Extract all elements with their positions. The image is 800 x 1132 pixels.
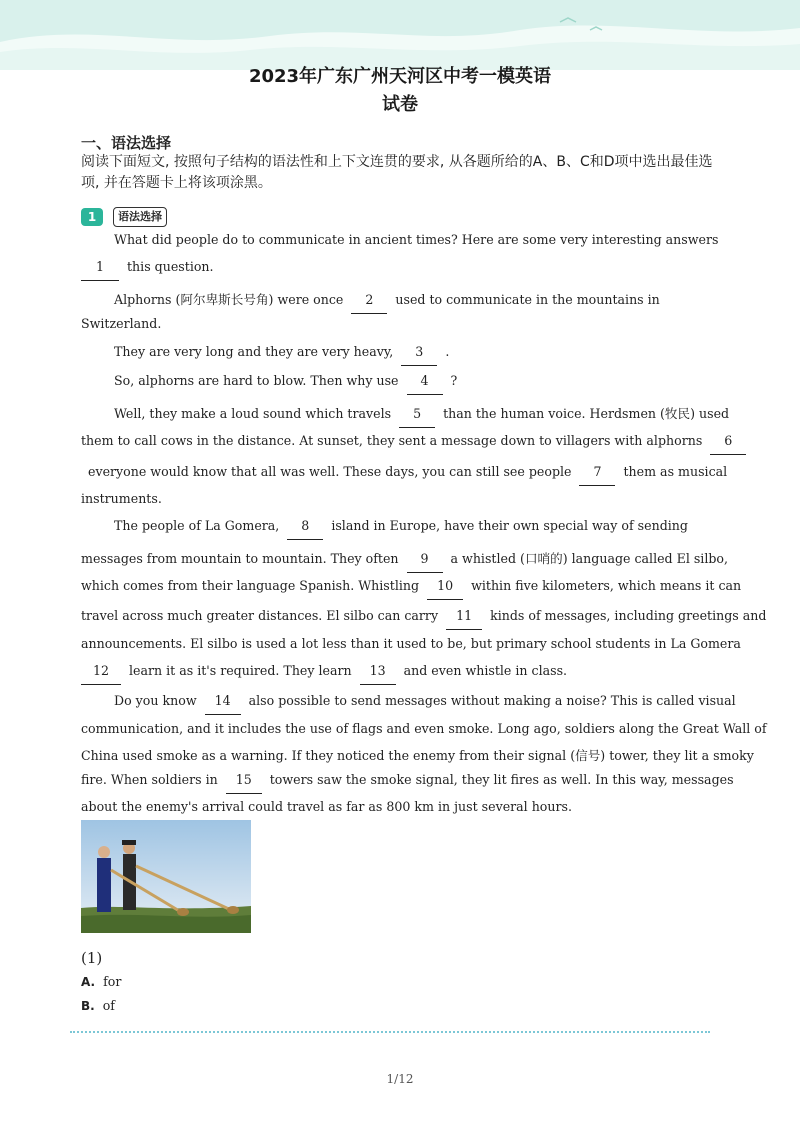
blank-15: 15 <box>226 772 262 794</box>
blank-10: 10 <box>427 578 463 600</box>
passage-line: Switzerland. <box>81 316 162 331</box>
passage-line: announcements. El silbo is used a lot less than it used to be, but primary school students in La Gomera <box>81 636 741 651</box>
header-banner-decoration <box>0 0 800 70</box>
passage-line: messages from mountain to mountain. They often 9 a whistled (口哨的) language called El silbo, <box>81 548 721 573</box>
passage-line: which comes from their language Spanish. Whistling 10 within five kilometers, which means it can <box>81 578 721 600</box>
blank-6: 6 <box>710 433 746 455</box>
blank-14: 14 <box>205 693 241 715</box>
option-letter: B. <box>81 999 95 1013</box>
question-number: (1) <box>81 949 103 967</box>
page-divider <box>70 1031 710 1033</box>
passage-line: Alphorns (阿尔卑斯长号角) were once 2 used to communicate in the mountains in <box>114 289 754 314</box>
option-text: of <box>102 998 115 1013</box>
passage-line: Well, they make a loud sound which travels 5 than the human voice. Herdsmen (牧民) used <box>114 403 754 428</box>
passage-line: What did people do to communicate in ancient times? Here are some very interesting answers <box>114 232 719 247</box>
blank-7: 7 <box>579 464 615 486</box>
passage-line: The people of La Gomera, 8 island in Europe, have their own special way of sending <box>114 518 754 540</box>
blank-12: 12 <box>81 663 121 685</box>
passage-line: communication, and it includes the use of flags and even smoke. Long ago, soldiers along the Great Wall of <box>81 721 767 736</box>
passage-line: 1 this question. <box>81 259 721 281</box>
blank-9: 9 <box>407 551 443 573</box>
document-title: 2023年广东广州天河区中考一模英语 <box>248 66 552 87</box>
passage-line: instruments. <box>81 491 162 506</box>
option-letter: A. <box>81 975 96 989</box>
blank-3: 3 <box>401 344 437 366</box>
option-a[interactable] <box>81 974 121 989</box>
blank-4: 4 <box>407 373 443 395</box>
passage-line: travel across much greater distances. El silbo can carry 11 kinds of messages, including greetings and <box>81 608 721 630</box>
blank-8: 8 <box>287 518 323 540</box>
passage-line: about the enemy's arrival could travel as far as 800 km in just several hours. <box>81 799 572 814</box>
passage-line: So, alphorns are hard to blow. Then why use 4 ? <box>114 373 754 395</box>
passage-line: fire. When soldiers in 15 towers saw the smoke signal, they lit fires as well. In this way, messages <box>81 772 721 794</box>
section-heading: 一、语法选择 <box>81 134 172 152</box>
blank-2: 2 <box>351 292 387 314</box>
blank-5: 5 <box>399 406 435 428</box>
passage-line: them to call cows in the distance. At sunset, they sent a message down to villagers with alphorns 6 <box>81 433 721 455</box>
passage-line: 12 learn it as it's required. They learn 13 and even whistle in class. <box>81 663 721 685</box>
alphorn-photo <box>81 820 251 933</box>
passage-line: Do you know 14 also possible to send messages without making a noise? This is called visual <box>114 693 754 715</box>
option-text: for <box>103 974 122 989</box>
passage-line: They are very long and they are very heavy, 3 . <box>114 344 754 366</box>
blank-13: 13 <box>360 663 396 685</box>
question-number-badge: 1 <box>81 208 103 226</box>
document-title-line2: 试卷 <box>382 94 418 115</box>
option-b[interactable] <box>81 998 115 1013</box>
blank-1: 1 <box>81 259 119 281</box>
blank-11: 11 <box>446 608 482 630</box>
page-number: 1/12 <box>386 1072 414 1086</box>
passage-line: China used smoke as a warning. If they noticed the enemy from their signal (信号) tower, they lit a smoky <box>81 748 754 763</box>
instructions: 阅读下面短文, 按照句子结构的语法性和上下文连贯的要求, 从各题所给的A、B、C和D项中选出最佳选项, 并在答题卡上将该项涂黑。 <box>81 154 713 191</box>
passage-line: everyone would know that all was well. These days, you can still see people 7 them as musical <box>81 464 721 486</box>
question-type-tag: 语法选择 <box>113 207 167 227</box>
